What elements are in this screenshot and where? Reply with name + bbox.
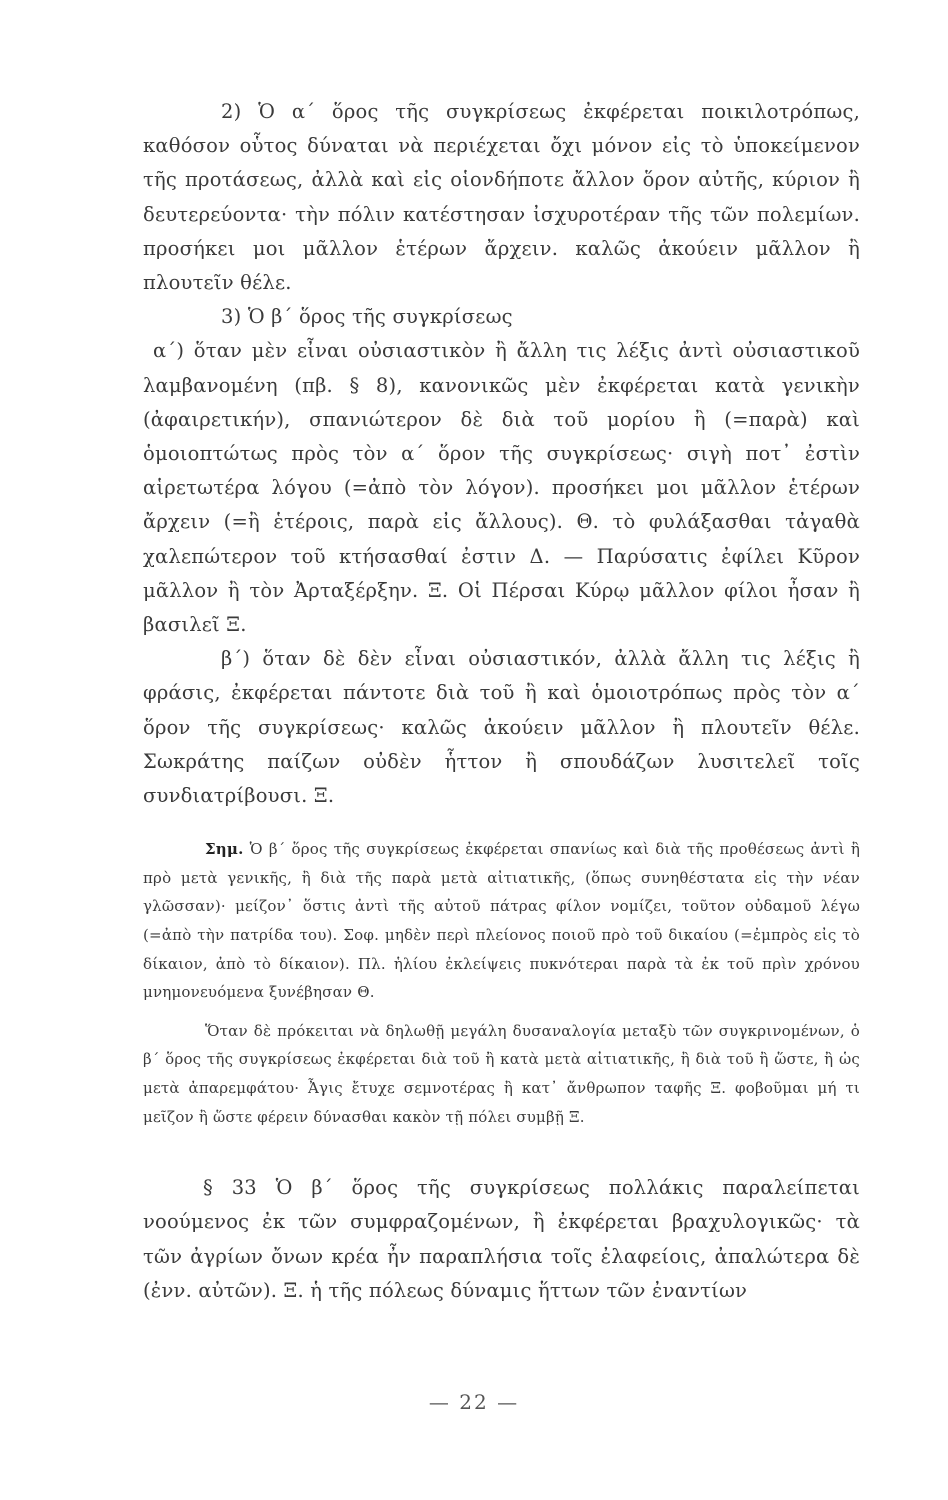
- paragraph-3-heading: 3) Ὁ β΄ ὅρος τῆς συγκρίσεως: [221, 305, 513, 329]
- paragraph-3a: α΄) ὅταν μὲν εἶναι οὐσιαστικὸν ἢ ἄλλη τις λέξις ἀντὶ οὐσιαστικοῦ λαμβανομένη (πβ. § 8), κανονικῶς μὲν ἐκφέρεται κατὰ γενικὴν (ἀφαιρετικήν), σπανιώτερον δὲ διὰ τοῦ μορίου ἢ (=παρὰ) καὶ ὁμοιοπτώτως πρὸς τὸν α΄ ὅρον τῆς συγκρίσεως· σιγὴ ποτ᾽ ἐστὶν αἱρετωτέρα λόγου (=ἀπὸ τὸν λόγον). προσήκει μοι μᾶλλον ἑτέρων ἄρχειν (=ἢ ἑτέροις, παρὰ εἰς ἄλλους). Θ. τὸ φυλάξασθαι τἀγαθὰ χαλεπώτερον τοῦ κτήσασθαί ἐστιν Δ. — Παρύσατις ἐφίλει Κῦρον μᾶλλον ἢ τὸν Ἀρταξέρξην. Ξ. Οἱ Πέρσαι Κύρῳ μᾶλλον φίλοι ἦσαν ἢ βασιλεῖ Ξ.: [143, 339, 860, 637]
- note-paragraph-1: [143, 835, 860, 1007]
- page-number: — 22 —: [428, 1390, 520, 1414]
- paragraph-3b: β΄) ὅταν δὲ δὲν εἶναι οὐσιαστικόν, ἀλλὰ ἄλλη τις λέξις ἢ φράσις, ἐκφέρεται πάντοτε διὰ τοῦ ἢ καὶ ὁμοιοτρόπως πρὸς τὸν α΄ ὅρον τῆς συγκρίσεως· καλῶς ἀκούειν μᾶλλον ἢ πλουτεῖν θέλε. Σωκράτης παίζων οὐδὲν ἧττον ἢ σπουδάζων λυσιτελεῖ τοῖς συνδιατρίβουσι. Ξ.: [143, 647, 860, 808]
- note-paragraph-2: Ὅταν δὲ πρόκειται νὰ δηλωθῇ μεγάλη δυσαναλογία μεταξὺ τῶν συγκρινομένων, ὁ β΄ ὅρος τῆς συγκρίσεως ἐκφέρεται διὰ τοῦ ἢ κατὰ μετὰ αἰτιατικῆς, ἢ διὰ τοῦ ἢ ὥστε, ἢ ὡς μετὰ ἀπαρεμφάτου· Ἆγις ἔτυχε σεμνοτέρας ἢ κατ᾽ ἄνθρωπον ταφῆς Ξ. φοβοῦμαι μή τι μεῖζον ἢ ὥστε φέρειν δύνασθαι κακὸν τῇ πόλει συμβῇ Ξ.: [143, 1021, 860, 1126]
- note-label: Σημ.: [205, 840, 244, 859]
- paragraph-2: 2) Ὁ α΄ ὅρος τῆς συγκρίσεως ἐκφέρεται ποικιλοτρόπως, καθόσον οὗτος δύναται νὰ περιέχεται ὄχι μόνον εἰς τὸ ὑποκείμενον τῆς προτάσεως, ἀλλὰ καὶ εἰς οἱονδήποτε ἄλλον ὅρον αὐτῆς, κύριον ἢ δευτερεύοντα· τὴν πόλιν κατέστησαν ἰσχυροτέραν τῆς τῶν πολεμίων. προσήκει μοι μᾶλλον ἑτέρων ἄρχειν. καλῶς ἀκούειν μᾶλλον ἢ πλουτεῖν θέλε.: [143, 100, 860, 295]
- main-text: [143, 95, 860, 813]
- section-33: [143, 1171, 860, 1308]
- section-33-paragraph: § 33 Ὁ β΄ ὅρος τῆς συγκρίσεως πολλάκις παραλείπεται νοούμενος ἐκ τῶν συμφραζομένων, ἢ ἐκφέρεται βραχυλογικῶς· τὰ τῶν ἀγρίων ὄνων κρέα ἦν παραπλήσια τοῖς ἐλαφείοις, ἀπαλώτερα δὲ (ἐνν. αὐτῶν). Ξ. ἡ τῆς πόλεως δύναμις ἥττων τῶν ἐναντίων: [143, 1176, 860, 1302]
- note-block: [143, 835, 860, 1131]
- note-text-1: Ὁ β΄ ὅρος τῆς συγκρίσεως ἐκφέρεται σπανίως καὶ διὰ τῆς προθέσεως ἀντὶ ἢ πρὸ μετὰ γενικῆς, ἢ διὰ τῆς παρὰ μετὰ αἰτιατικῆς, (ὅπως συνηθέστατα εἰς τὴν νέαν γλῶσσαν)· μείζον᾽ ὅστις ἀντὶ τῆς αὐτοῦ πάτρας φίλον νομίζει, τοῦτον οὐδαμοῦ λέγω (=ἀπὸ τὴν πατρίδα του). Σοφ. μηδὲν περὶ πλείονος ποιοῦ πρὸ τοῦ δικαίου (=ἐμπρὸς εἰς τὸ δίκαιον, ἀπὸ τὸ δίκαιον). Πλ. ἡλίου ἐκλείψεις πυκνότεραι παρὰ τὰ ἐκ τοῦ πρὶν χρόνου μνημονευόμενα ξυνέβησαν Θ.: [143, 840, 861, 1002]
